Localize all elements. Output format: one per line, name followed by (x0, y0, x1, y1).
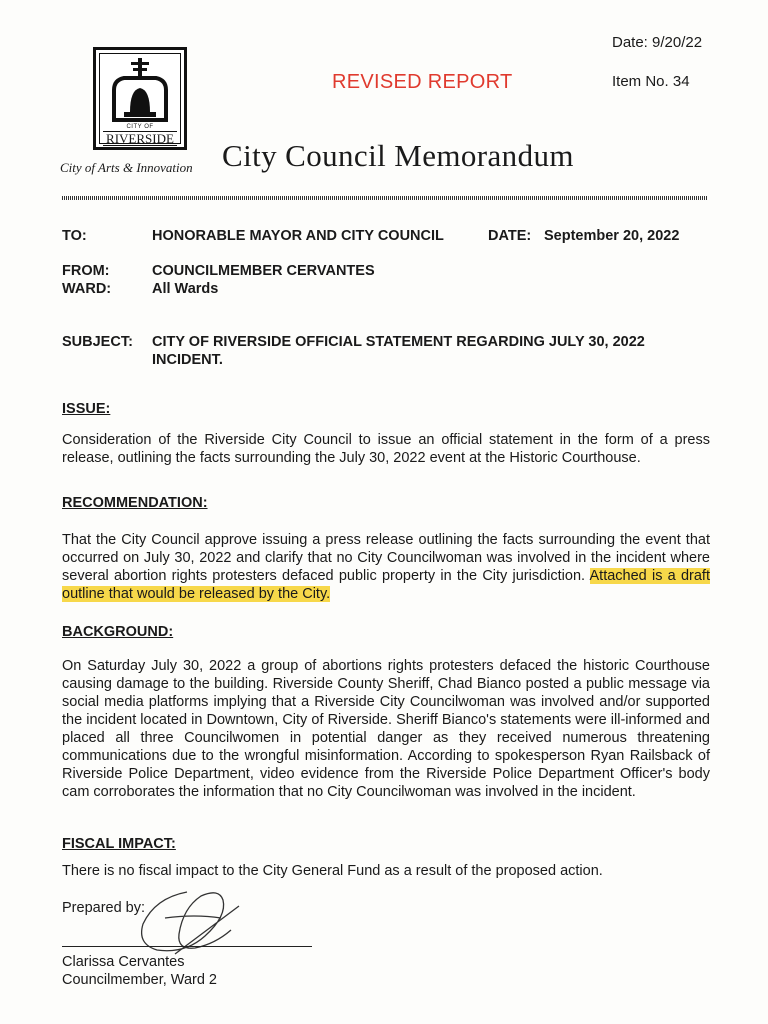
ward-label: WARD: (62, 281, 112, 297)
fiscal-impact-text: There is no fiscal impact to the City General Fund as a result of the proposed action. (62, 863, 603, 879)
from-value: COUNCILMEMBER CERVANTES (152, 263, 375, 279)
fiscal-impact-heading: FISCAL IMPACT: (62, 836, 176, 852)
item-number: Item No. 34 (612, 73, 690, 90)
header-date: Date: 9/20/22 (612, 34, 703, 51)
revised-report-label: REVISED REPORT (332, 71, 513, 93)
recommendation-heading: RECOMMENDATION: (62, 495, 208, 511)
date-value: September 20, 2022 (544, 228, 680, 244)
tagline: City of Arts & Innovation (60, 160, 193, 175)
to-value: HONORABLE MAYOR AND CITY COUNCIL (152, 228, 444, 244)
to-label: TO: (62, 228, 87, 244)
issue-heading: ISSUE: (62, 401, 111, 417)
signature-line (62, 946, 312, 947)
prepared-by-label: Prepared by: (62, 900, 146, 916)
logo-city-of: CITY OF (126, 124, 154, 130)
subject-line-2: INCIDENT. (152, 352, 223, 368)
bell-cross-icon (100, 56, 180, 124)
recommendation-highlight: Attached is a draft outline that would be released by the City. (62, 568, 710, 602)
recommendation-paragraph (62, 531, 710, 603)
ward-value: All Wards (152, 281, 219, 297)
city-logo (93, 47, 187, 150)
date-label: DATE: (488, 228, 532, 244)
subject-line-1: CITY OF RIVERSIDE OFFICIAL STATEMENT REGARDING JULY 30, 2022 (152, 334, 645, 350)
subject-label: SUBJECT: (62, 334, 133, 350)
logo-riverside: RIVERSIDE (103, 131, 177, 146)
background-heading: BACKGROUND: (62, 624, 174, 640)
signer-title: Councilmember, Ward 2 (62, 972, 217, 988)
issue-text: Consideration of the Riverside City Council to issue an official statement in the form of a press release, outlining the facts surrounding the July 30, 2022 event at the Historic Courthouse. (62, 432, 710, 466)
recommendation-text: That the City Council approve issuing a press release outlining the facts surrounding the event that occurred on July 30, 2022 and clarify that no City Councilwoman was involved in the incident where several abortion rights protesters defaced public property in the City jurisdiction. (62, 532, 710, 584)
page-title: City Council Memorandum (222, 138, 574, 173)
from-label: FROM: (62, 263, 110, 279)
signature-mark (135, 884, 245, 964)
background-text: On Saturday July 30, 2022 a group of abortions rights protesters defaced the historic Courthouse causing damage to the building. Riverside County Sheriff, Chad Bianco posted a public message via social media platforms implying that a Riverside City Councilwoman was involved and/or supported the incident located in Downtown, City of Riverside. Sheriff Bianco's statements were ill-informed and placed all three Councilwomen in potential danger as they received numerous threatening communications due to the wrongful misinformation. According to spokesperson Ryan Railsback of Riverside Police Department, video evidence from the Riverside Police Department Officer's body cam corroborates the information that no City Councilwoman was involved in the incident. (62, 658, 710, 800)
signer-name: Clarissa Cervantes (62, 954, 185, 970)
divider (62, 196, 708, 200)
